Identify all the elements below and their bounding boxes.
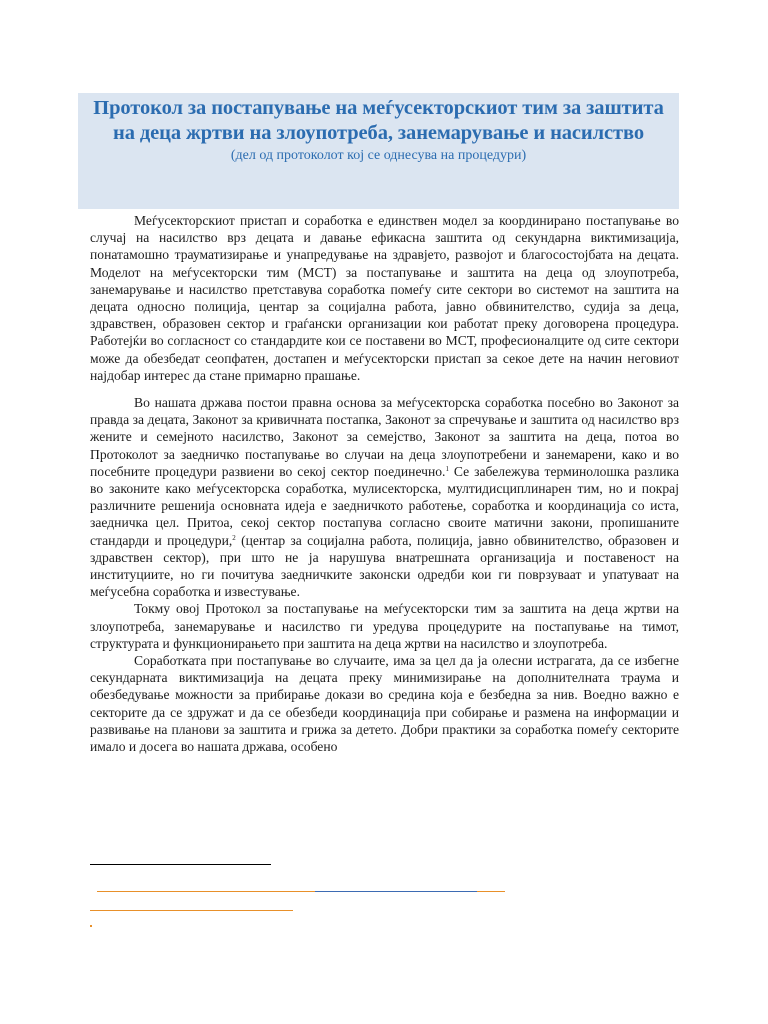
paragraph-2	[90, 394, 679, 600]
footnote-link-2[interactable]	[90, 910, 293, 911]
paragraph-2-text-a: Во нашата држава постои правна основа за меѓусекторска соработка посебно во Законот за правда за децата, Законот за кривичната постапка, Законот за спречување и заштита од насилство врз жените и семејното насилство, Законот за семејство, Законот за заштита на деца, потоа во Протоколот за заедничко постапување во случаи на деца злоупотребени и занемарени, како и во посебните процедури развиени во секој сектор поединечно.	[90, 395, 679, 479]
footnote-link-1[interactable]	[97, 891, 505, 892]
paragraph-3: Токму овој Протокол за постапување на меѓусекторски тим за заштита на деца жртви на злоупотреба, занемарување и насилство ги уредува процедурите на постапување на тимот, структурата и функционирањето при заштита на деца жртви на насилство и злоупотреба.	[90, 601, 679, 651]
title-banner	[78, 93, 679, 209]
footnote-ref-1[interactable]: 1	[445, 464, 449, 473]
footnote-marker	[90, 925, 92, 927]
paragraph-1: Меѓусекторскиот пристап и соработка е единствен модел за координирано постапување во случај на насилство врз децата и давање ефикасна заштита од секундарна виктимизација, понатамошно трауматизирање и унапредување на здравјето, развојот и благосостојбата на децата. Моделот на меѓусекторски тим (МСТ) за постапување и заштита на деца од злоупотреба, занемарување и насилство претставува соработка помеѓу сите сектори во системот на заштита на децата односно полиција, центар за социјална работа, јавно обвинителство, судија за деца, здравствен, образовен сектор и граѓански организации кои работат преку договорена процедура. Работејќи во согласност со стандардите кои се поставени во МСТ, професионалците од сите сектори може да обезбедат сеопфатен, достапен и меѓусекторски пристап за секое дете на начин неговиот најдобар интерес да стане примарно прашање.	[90, 213, 679, 383]
paragraph-2-text-c: (центар за социјална работа, полиција, јавно обвинителство, образовен и здравствен сектор), при што не ја нарушува внатрешната организација и поставеност на институциите, но ги почитува заедничките законски одредби кои ги поврзуваат и упатуваат на меѓусебна соработка и известување.	[90, 532, 679, 600]
document-title: Протокол за постапување на меѓусекторскиот тим за заштита на деца жртви на злоупотреба, занемарување и насилство	[93, 97, 664, 144]
paragraph-4: Соработката при постапување во случаите, има за цел да ја олесни истрагата, да се избегне секундарната виктимизација на децата преку минимизирање на дополнителната траума и обезбедување можности за прибирање докази во средина која е безбедна за нив. Воедно важно е секторите да се здружат и да се обезбеди координација при собирање и размена на информации и развивање на планови за заштита и грижа за детето. Добри практики за соработка помеѓу секторите имало и досега во нашата држава, особено	[90, 653, 679, 755]
footnote-separator	[90, 864, 271, 865]
paragraph-2-text-b: Се забележува терминолошка разлика во законите како меѓусекторска соработка, мулисекторска, мултидисциплинарен тим, но и покрај различните решенија основната идеја е заедничкото работење, соработка и координација со иста, заедничка цел. Притоа, секој сектор постапува согласно своите матични закони, пропишаните стандарди и процедури,	[90, 463, 679, 548]
document-subtitle: (дел од протоколот кој се однесува на процедури)	[230, 148, 527, 163]
footnote-ref-2[interactable]: 2	[232, 533, 236, 542]
document-body	[90, 212, 679, 755]
